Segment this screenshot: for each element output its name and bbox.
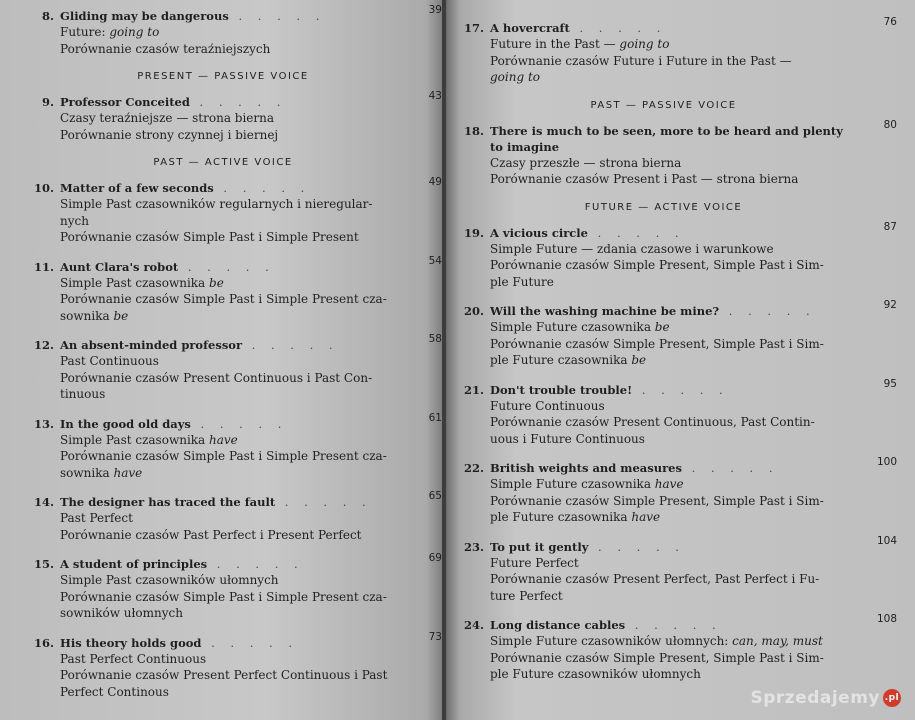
toc-entry <box>22 254 444 325</box>
entry-heading <box>22 494 444 510</box>
toc-entry <box>22 490 444 543</box>
entry-title-continued: to imagine <box>490 139 560 154</box>
entry-heading <box>452 539 915 555</box>
entry-subline: tinuous <box>60 387 106 401</box>
page-number: 73 <box>428 630 442 643</box>
page-number: 104 <box>876 534 897 547</box>
entry-subline: ple Future <box>490 274 554 289</box>
entry-subline: Simple Past czasownika have <box>60 432 238 447</box>
entry-subline: Simple Future czasownika be <box>490 320 670 334</box>
entry-subline: Czasy teraźniejsze — strona bierna <box>60 111 275 125</box>
page-number: 69 <box>428 552 442 564</box>
page-number: 39 <box>428 4 442 16</box>
leader-dots: . . . . . <box>213 181 311 195</box>
entry-number: 8. <box>41 9 54 23</box>
entry-subline: Porównanie czasów Simple Present, Simple Past i Sim- <box>490 258 824 272</box>
entry-subline: Porównanie czasów Present Perfect Continuous i Past <box>60 668 388 682</box>
entry-number: 11. <box>33 259 54 274</box>
entry-heading <box>452 382 915 398</box>
page-number: 58 <box>428 333 442 345</box>
entry-subline: ple Future czasownika have <box>490 510 661 524</box>
section-heading: PAST — PASSIVE VOICE <box>590 99 737 111</box>
page-number: 95 <box>883 377 897 390</box>
entry-number: 21. <box>463 382 484 397</box>
entry-subline: Czasy przeszłe — strona bierna <box>490 155 682 170</box>
entry-title: In the good old days <box>60 416 191 431</box>
page-number: 76 <box>883 16 897 28</box>
page-number: 43 <box>428 90 442 102</box>
entry-title: Matter of a few seconds <box>60 181 214 195</box>
entry-title: A student of principles <box>60 557 208 571</box>
leader-dots: . . . . . <box>275 495 372 509</box>
entry-number: 9. <box>41 95 54 109</box>
entry-subline: nych <box>60 213 89 228</box>
entry-number: 14. <box>33 495 54 509</box>
entry-subline: Past Continuous <box>60 354 159 368</box>
entry-heading <box>452 617 915 633</box>
entry-subline: Porównanie czasów Simple Past i Simple Present <box>60 230 359 244</box>
entry-subline: Porównanie czasów Simple Present, Simple Past i Sim- <box>490 336 824 351</box>
entry-subline: Simple Past czasowników ułomnych <box>60 573 279 587</box>
entry-subline: Porównanie czasów Present i Past — strona bierna <box>490 172 799 186</box>
entry-subline: Porównanie czasów Simple Past i Simple Present cza- <box>60 292 387 306</box>
entry-subline: Past Perfect <box>60 511 133 525</box>
entry-heading <box>22 259 444 275</box>
entry-subline: Past Perfect Continuous <box>60 651 207 666</box>
entry-heading <box>22 416 444 432</box>
entry-number: 12. <box>33 338 54 352</box>
toc-entry <box>452 299 915 369</box>
toc-entry <box>452 118 915 188</box>
section-heading: PAST — ACTIVE VOICE <box>153 157 293 168</box>
entry-subline: Porównanie czasów Simple Present, Simple Past i Sim- <box>490 650 824 665</box>
entry-subline: Porównanie czasów teraźniejszych <box>60 41 271 56</box>
entry-title: A hovercraft <box>490 21 570 35</box>
toc-entry <box>452 220 915 291</box>
entry-title: Gliding may be dangerous <box>60 9 229 23</box>
entry-subline: ple Future czasowników ułomnych <box>490 667 701 681</box>
section-heading: PRESENT — PASSIVE VOICE <box>137 71 309 82</box>
entry-subline: Simple Future czasownika have <box>490 477 684 491</box>
toc-entry <box>452 456 915 526</box>
toc-entry <box>22 333 444 403</box>
entry-title: An absent-minded professor <box>60 338 243 352</box>
toc-entry <box>22 552 444 622</box>
entry-subline: ple Future czasownika be <box>490 353 647 367</box>
entry-subline: uous i Future Continuous <box>490 431 645 446</box>
toc-entry <box>452 534 915 605</box>
entry-title: Aunt Clara's robot <box>60 259 179 274</box>
entry-number: 16. <box>33 635 54 650</box>
page-number: 92 <box>883 299 897 311</box>
entry-title: His theory holds good <box>60 635 202 650</box>
page-number: 61 <box>428 411 442 424</box>
leader-dots: . . . . . <box>207 557 304 571</box>
entry-subline: Future in the Past — going to <box>490 37 670 51</box>
entry-subline: sowników ułomnych <box>60 606 183 620</box>
leader-dots: . . . . . <box>201 635 299 650</box>
entry-subline: sownika have <box>60 465 143 480</box>
entry-title: To put it gently <box>490 539 589 554</box>
entry-title: There is much to be seen, more to be heard and plenty <box>490 123 843 138</box>
entry-title: Will the washing machine be mine? <box>490 304 720 318</box>
entry-heading <box>452 20 915 36</box>
entry-subline: Future: going to <box>60 25 160 39</box>
entry-title: Don't trouble trouble! <box>490 382 633 397</box>
entry-number: 22. <box>463 461 484 475</box>
toc-entry <box>452 613 915 683</box>
entry-subline: Porównanie czasów Present Continuous, Past Contin- <box>490 415 815 429</box>
page-number: 54 <box>428 254 442 267</box>
leader-dots: . . . . . <box>625 618 722 632</box>
entry-subline: Porównanie czasów Simple Present, Simple Past i Sim- <box>490 493 824 508</box>
leader-dots: . . . . . <box>588 539 685 554</box>
entry-subline: Simple Past czasownika be <box>60 275 224 290</box>
page-number: 108 <box>876 613 897 625</box>
entry-number: 18. <box>463 123 484 138</box>
entry-number: 20. <box>463 304 484 318</box>
entry-title: Professor Conceited <box>60 95 190 109</box>
toc-entry <box>22 176 444 246</box>
entry-subline: Simple Future czasowników ułomnych: can, may, must <box>490 634 823 648</box>
entry-heading <box>452 460 915 476</box>
page-number: 65 <box>428 490 442 502</box>
entry-subline: Porównanie czasów Simple Past i Simple Present cza- <box>60 589 387 604</box>
entry-subline: Simple Future — zdania czasowe i warunkowe <box>490 241 774 256</box>
entry-subline: Porównanie czasów Present Continuous i Past Con- <box>60 370 373 385</box>
entry-subline: Porównanie czasów Simple Past i Simple Present cza- <box>60 449 387 463</box>
section-heading: FUTURE — ACTIVE VOICE <box>584 201 743 213</box>
leader-dots: . . . . . <box>681 461 779 475</box>
leader-dots: . . . . . <box>632 382 729 397</box>
entry-title: A vicious circle <box>490 225 588 240</box>
entry-number: 15. <box>33 557 54 571</box>
entry-subline: Simple Past czasowników regularnych i nieregular- <box>60 197 373 211</box>
leader-dots: . . . . . <box>569 21 667 35</box>
toc-entry <box>22 4 444 57</box>
entry-heading <box>22 337 444 353</box>
page-number: 87 <box>883 220 897 233</box>
entry-subline: Porównanie czasów Past Perfect i Present Perfect <box>60 527 362 542</box>
entry-heading <box>22 94 444 110</box>
entry-subline: ture Perfect <box>490 588 563 603</box>
entry-subline: Porównanie strony czynnej i biernej <box>60 127 279 142</box>
entry-subline: Future Continuous <box>490 398 605 413</box>
entry-title: British weights and measures <box>490 461 682 475</box>
leader-dots: . . . . . <box>719 304 816 318</box>
toc-entry <box>452 377 915 448</box>
entry-number: 19. <box>463 225 484 240</box>
entry-heading <box>22 180 444 196</box>
entry-title: Long distance cables <box>490 618 626 632</box>
entry-heading <box>22 8 444 24</box>
watermark-logo <box>750 688 901 708</box>
toc-entry <box>22 90 444 143</box>
entry-heading <box>22 635 444 651</box>
entry-heading <box>22 556 444 572</box>
leader-dots: . . . . . <box>178 259 275 274</box>
left-page <box>0 0 444 720</box>
leader-dots: . . . . . <box>228 9 326 23</box>
entry-number: 10. <box>33 181 54 195</box>
entry-number: 17. <box>463 21 484 35</box>
right-page <box>446 0 915 720</box>
entry-subline: going to <box>490 70 541 84</box>
entry-subline: Perfect Continous <box>60 684 169 699</box>
watermark-badge: .pl <box>883 689 901 707</box>
toc-entry <box>452 16 915 86</box>
entry-heading <box>452 303 915 319</box>
entry-heading <box>452 123 915 139</box>
page-number: 49 <box>428 176 442 188</box>
leader-dots: . . . . . <box>587 225 685 240</box>
leader-dots: . . . . . <box>190 416 288 431</box>
entry-number: 23. <box>463 539 484 554</box>
toc-entry <box>22 411 444 482</box>
entry-number: 13. <box>33 416 54 431</box>
entry-number: 24. <box>463 618 484 632</box>
page-number: 100 <box>876 456 897 468</box>
entry-title: The designer has traced the fault <box>60 495 276 509</box>
watermark-text: Sprzedajemy <box>750 688 880 708</box>
entry-heading <box>452 225 915 241</box>
leader-dots: . . . . . <box>242 338 339 352</box>
entry-subline: Porównanie czasów Future i Future in the Past — <box>490 53 792 68</box>
toc-entry <box>22 630 444 701</box>
entry-subline: Future Perfect <box>490 555 579 570</box>
entry-subline: sownika be <box>60 308 129 323</box>
entry-subline: Porównanie czasów Present Perfect, Past Perfect i Fu- <box>490 572 820 586</box>
leader-dots: . . . . . <box>189 95 287 109</box>
page-number: 80 <box>883 118 897 131</box>
